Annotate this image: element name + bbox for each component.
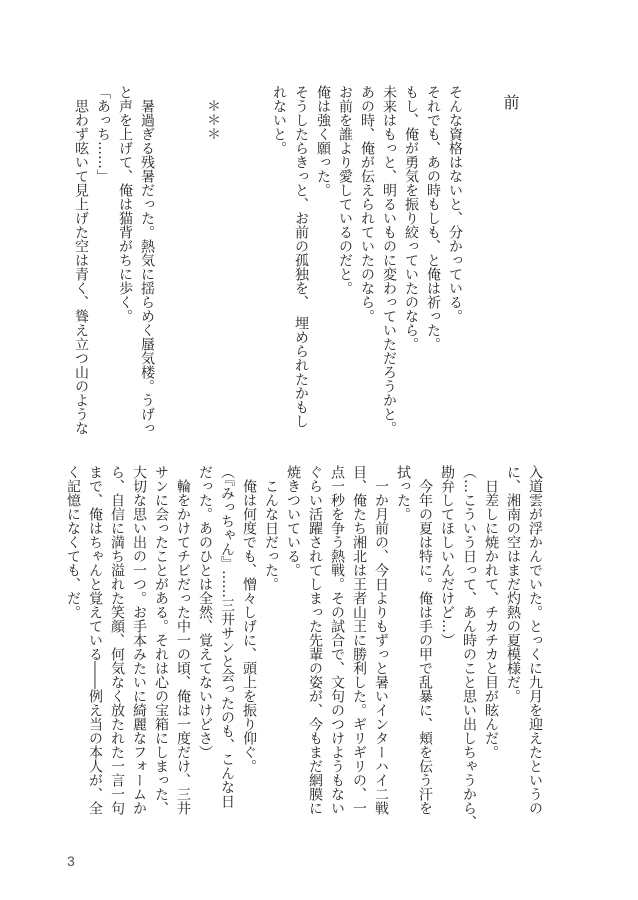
text-column: 拭った。 — [395, 465, 411, 521]
text-column: 勘弁してほしいんだけど…） — [439, 465, 455, 647]
text-column: 思わず呟いて見上げた空は青く、聳え立つ山のような — [73, 99, 89, 435]
text-column: まで、俺はちゃんと覚えている――例え当の本人が、全 — [87, 465, 103, 815]
lower-text-block — [62, 465, 546, 831]
text-column: 未来はもっと、明るいものに変わっていただろうかと。 — [381, 85, 397, 435]
text-column: 「あっち……」 — [95, 85, 111, 183]
text-column: （『みっちゃん』……三井サンと会ったのも、こんな日 — [219, 465, 235, 808]
text-column: 目、俺たち湘北は王者山王に勝利した。ギリギリの、一 — [351, 465, 367, 815]
text-column: あの時、俺が伝えられていたのなら。 — [359, 85, 375, 323]
section-break: ＊＊＊ — [205, 99, 221, 141]
text-column: もし、俺が勇気を振り絞っていたのなら。 — [403, 85, 419, 351]
text-column: 暑過ぎる残暑だった。熱気に揺らめく蜃気楼。うげっ — [139, 99, 155, 435]
text-column: 俺は強く願った。 — [315, 85, 331, 197]
chapter-title: 前 — [501, 94, 520, 110]
text-column: サンに会ったことがある。それは心の宝箱にしまった、 — [153, 465, 169, 815]
text-column: 日差しに焼かれて、チカチカと目が眩んだ。 — [483, 479, 499, 759]
text-column: それでも、あの時もしも、と俺は祈った。 — [425, 85, 441, 351]
text-column: に、湘南の空はまだ灼熱の夏模様だ。 — [505, 465, 521, 703]
text-column: だった。あのひとは全然、覚えてないけどさ） — [197, 465, 213, 759]
blank-column — [224, 85, 246, 435]
page-number: 3 — [67, 853, 75, 869]
upper-text-block — [70, 85, 466, 451]
text-column: 大切な思い出の一つ。お手本みたいに綺麗なフォームか — [131, 465, 147, 815]
text-column: 一か月前の、今日よりもずっと暑いインターハイ二戦 — [373, 479, 389, 815]
text-column: そうしたらきっと、お前の孤独を、 埋められたかもし — [293, 85, 309, 428]
text-column: 俺は何度でも、憎々しげに、頭上を振り仰ぐ。 — [241, 479, 257, 773]
text-column: こんな日だった。 — [263, 479, 279, 591]
text-column: れないと。 — [271, 85, 287, 155]
text-column: く記憶になくても、だ。 — [65, 465, 81, 619]
text-column: （…こういう日って、あん時のこと思い出しちゃうから、 — [461, 465, 477, 829]
text-column: ぐらい活躍されてしまった先輩の姿が、今もまだ網膜に — [307, 465, 323, 815]
text-column: ら、自信に満ち溢れた笑顔、何気なく放たれた一言一句 — [109, 465, 125, 815]
text-column: と声を上げて、俺は猫背がちに歩く。 — [117, 85, 133, 323]
text-column: お前を誰より愛しているのだと。 — [337, 85, 353, 295]
blank-column — [180, 85, 202, 435]
text-column: 焼きついている。 — [285, 465, 301, 577]
text-column: 入道雲が浮かんでいた。とっくに九月を迎えたというの — [527, 465, 543, 815]
text-column: 輪をかけてチビだった中一の頃、俺は一度だけ、三井 — [175, 479, 191, 815]
blank-column — [158, 85, 180, 435]
text-column: そんな資格はないと、分かっている。 — [447, 85, 463, 323]
text-column: 今年の夏は特に。俺は手の甲で乱暴に、頬を伝う汗を — [417, 479, 433, 815]
text-column: 点一秒を争う熱戦。その試合で、文句のつけようもない — [329, 465, 345, 815]
blank-column — [246, 85, 268, 435]
